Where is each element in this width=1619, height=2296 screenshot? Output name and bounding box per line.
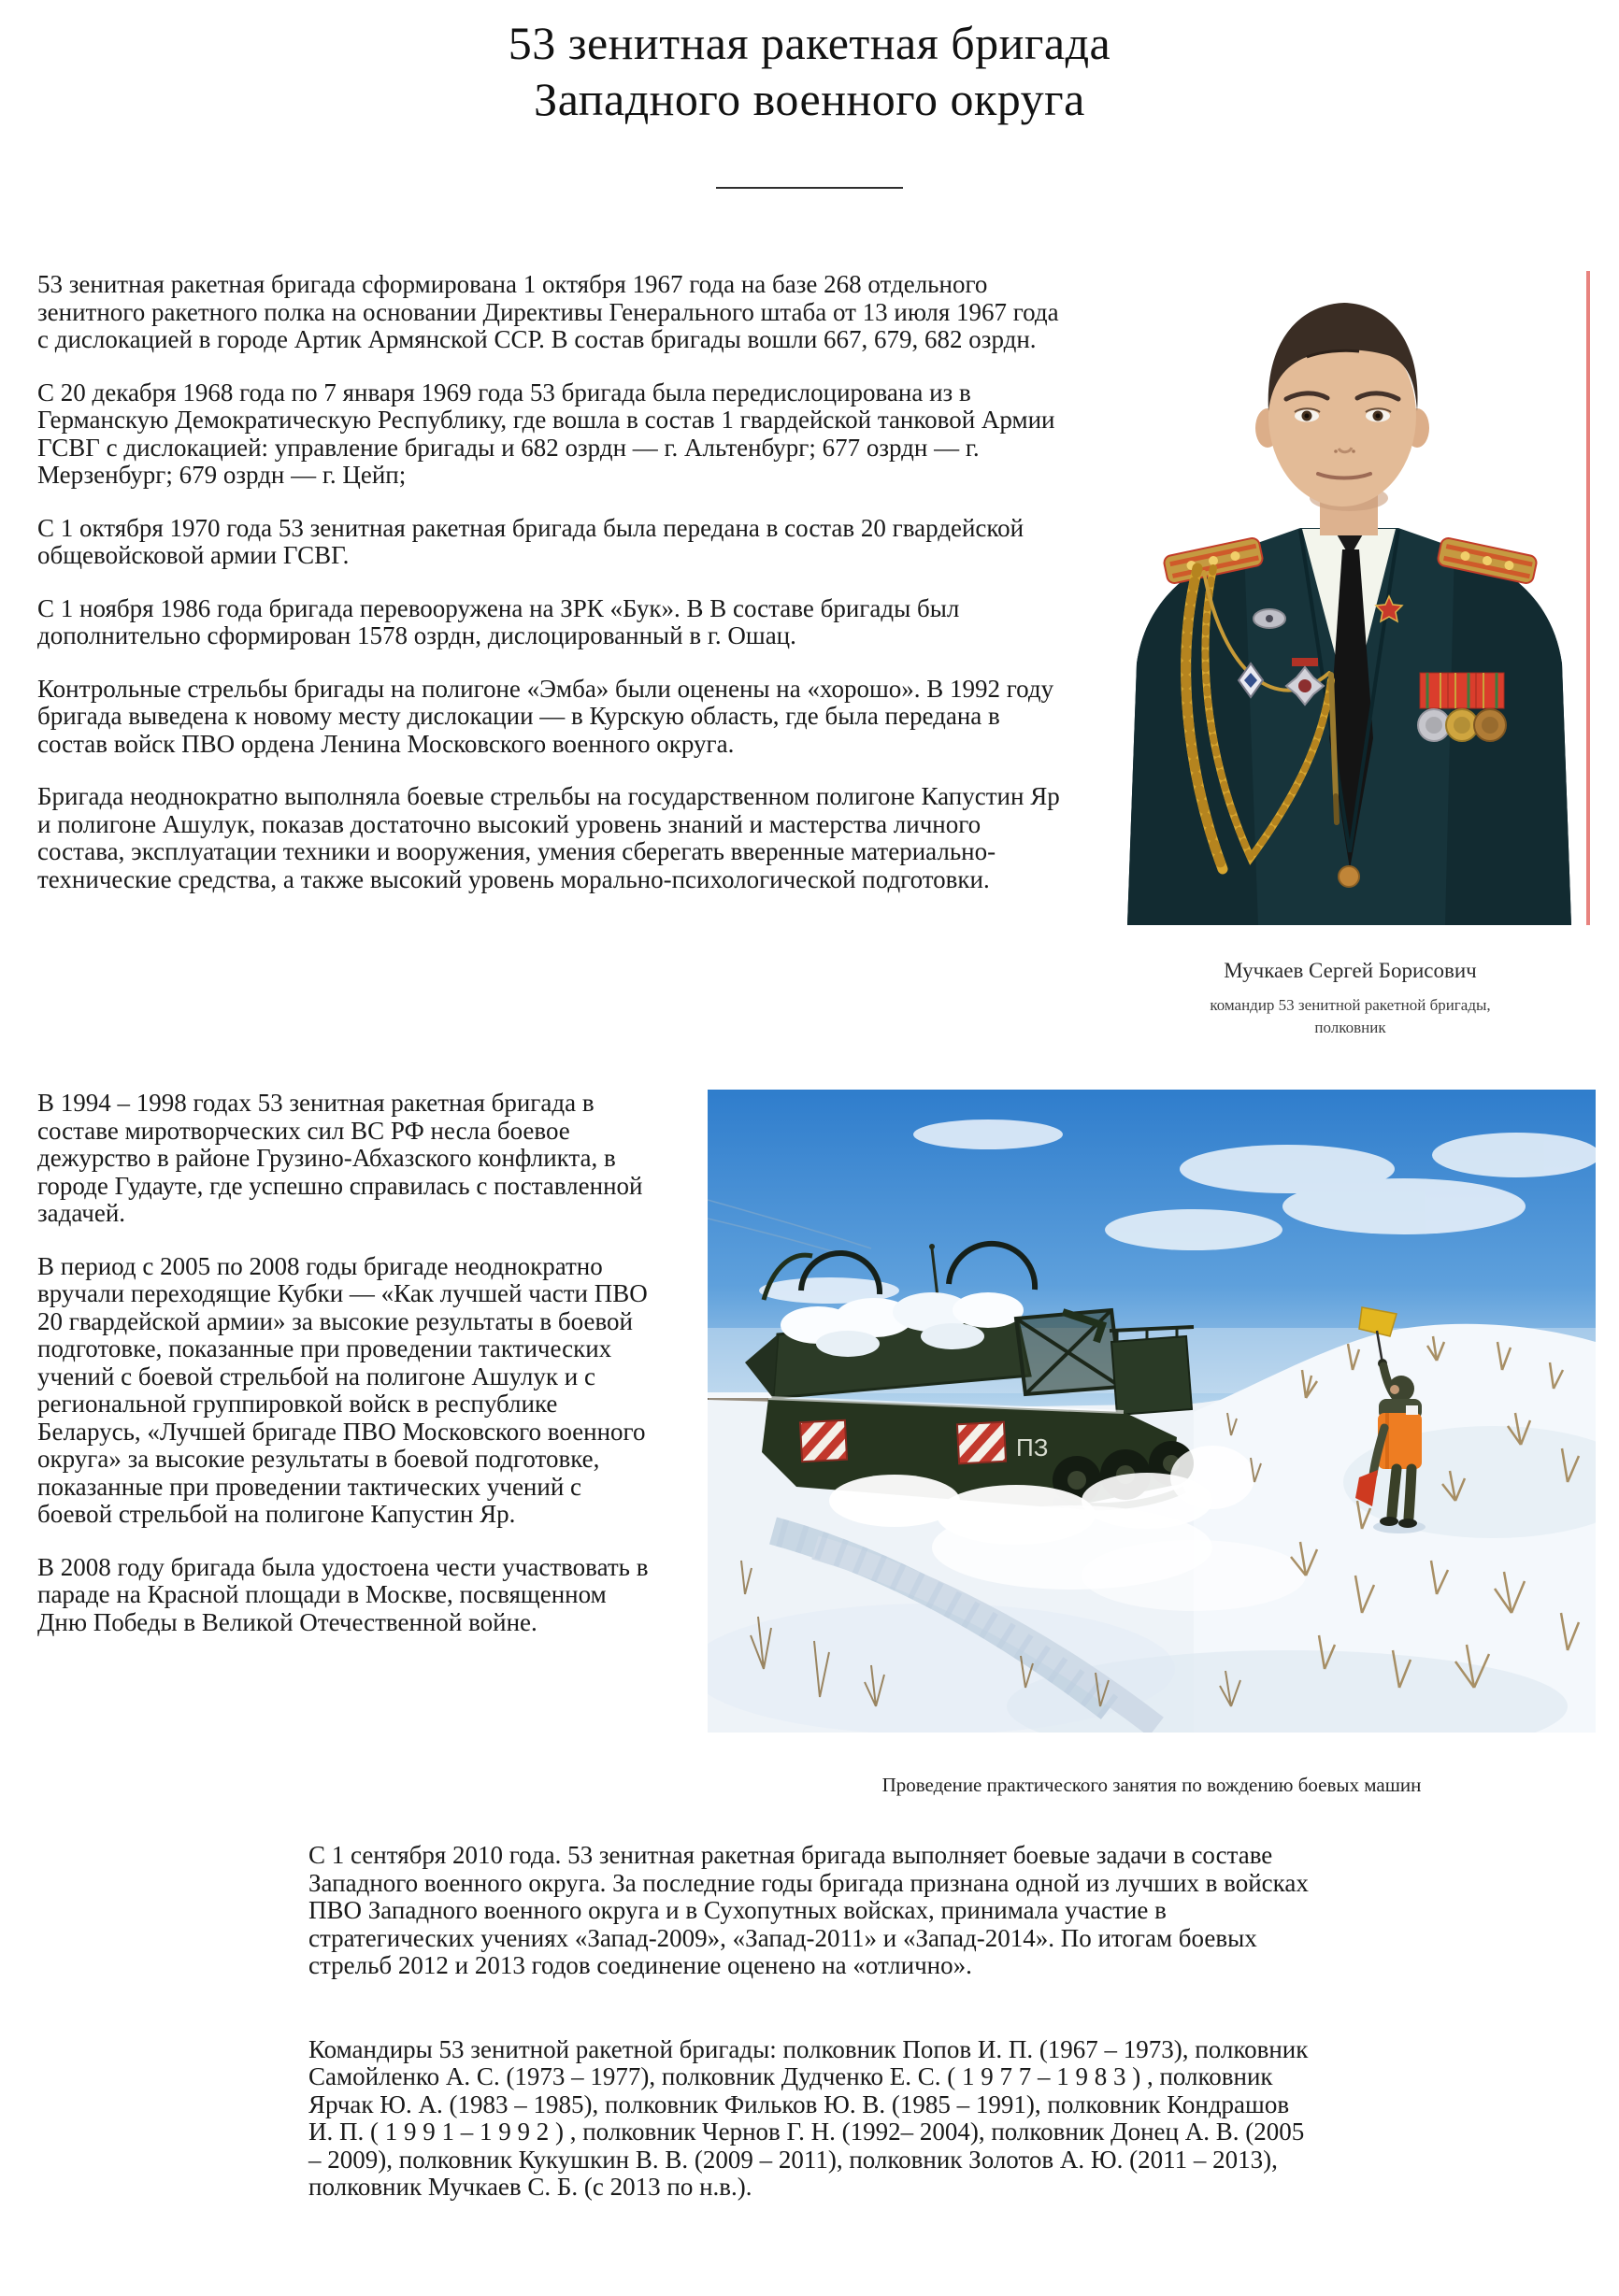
officer-rank: полковник <box>1314 1019 1386 1036</box>
vehicle-marking: ПЗ <box>1016 1433 1049 1462</box>
history-text-column <box>37 271 1070 893</box>
page-title-line2: Западного военного округа <box>534 73 1085 125</box>
commanders-paragraph: Командиры 53 зенитной ракетной бригады: полковник Попов И. П. (1967 – 1973), полковник Самойленко А. С. (1973 – 1977), полковник Дудченко Е. С. ( 1 9 7 7 – 1 9 8 3 ) , полковник Ярчак Ю. А. (1983 – 1985), полковник Фильков Ю. В. (1985 – 1991), полковник Кондрашов И. П. ( 1 9 9 1 – 1 9 9 2 ) , полковник Чернов Г. Н. (1992– 2004), полковник Донец А. В. (2005 – 2009), полковник Кукушкин В. В. (2009 – 2011), полковник Золотов А. Ю. (2011 – 2013), полковник Мучкаев С. Б. (с 2013 по н.в.). <box>308 2034 1309 2201</box>
vehicle-photo <box>708 1090 1596 1733</box>
history-paragraph: Контрольные стрельбы бригады на полигоне «Эмба» были оценены на «хорошо». В 1992 году бригада выведена к новому месту дислокации — в Курскую область, где была передана в состав войск ПВО ордена Ленина Московского военного округа. <box>37 674 1054 758</box>
history-paragraph: С 1 октября 1970 года 53 зенитная ракетная бригада была передана в состав 20 гвардейской общевойсковой армии ГСВГ. <box>37 513 1024 569</box>
history-paragraph: С 1 ноября 1986 года бригада перевооружена на ЗРК «Бук». В В составе бригады был дополнительно сформирован 1578 озрдн, дислоцированный в г. Ошац. <box>37 593 960 649</box>
history-paragraph: Бригада неоднократно выполняла боевые стрельбы на государственном полигоне Капустин Яр и полигоне Ашулук, показав достаточно высокий уровень знаний и мастерства личного состава, эксплуатации техники и вооружения, умения сберегать вверенные материально-технические средства, а также высокий уровень морально-психологической подготовки. <box>37 782 1060 893</box>
modern-section <box>0 1842 1313 2220</box>
officer-role: командир 53 зенитной ракетной бригады, <box>1210 996 1491 1014</box>
jacket-button <box>1339 866 1359 887</box>
history-paragraph: 53 зенитная ракетная бригада сформирована 1 октября 1967 года на базе 268 отдельного зенитного ракетного полка на основании Директивы Генерального штаба от 13 июля 1967 года с дислокацией в городе Артик Армянской ССР. В состав бригады вошли 667, 679, 682 озрдн. <box>37 270 1059 353</box>
peacekeeping-paragraph: В 2008 году бригада была удостоена чести участвовать в параде на Красной площади в Москве, посвященном Дню Победы в Великой Отечественной войне. <box>37 1552 649 1636</box>
vehicle-caption: Проведение практического занятия по вождению боевых машин <box>881 1774 1422 1796</box>
peacekeeping-paragraph: В 1994 – 1998 годах 53 зенитная ракетная бригада в составе миротворческих сил ВС РФ несла боевое дежурство в районе Грузино-Абхазского конфликта, в городе Гудауте, где успешно справилась с поставленной задачей. <box>37 1089 643 1227</box>
flag-edge-line <box>1586 271 1590 925</box>
peacekeeping-section <box>0 1090 1619 1797</box>
page-title-line1: 53 зенитная ракетная бригада <box>508 17 1111 69</box>
officer-portrait-photo <box>1109 271 1592 925</box>
modern-paragraph: С 1 сентября 2010 года. 53 зенитная ракетная бригада выполняет боевые задачи в составе Западного военного округа. За последние годы бригада признана одной из лучших в войсках ПВО Западного военного округа и в Сухопутных войсках, принимала участие в стратегических учениях «Запад-2009», «Запад-2011» и «Запад-2014». По итогам боевых стрельб 2012 и 2013 годов соединение оценено на «отлично». <box>308 1841 1309 1979</box>
vehicle-photo-figure <box>708 1090 1596 1797</box>
medals <box>1418 673 1506 741</box>
armband <box>1406 1405 1418 1415</box>
officer-photo-figure <box>1109 271 1592 1037</box>
history-paragraph: С 20 декабря 1968 года по 7 января 1969 года 53 бригада была передислоцирована из в Германскую Демократическую Республику, где вошла в состав 1 гвардейской танковой Армии ГСВГ с дислокацией: управление бригады и 682 озрдн — г. Альтенбург; 677 озрдн — г. Мерзенбург; 679 озрдн — г. Цейп; <box>37 378 1055 489</box>
title-divider <box>716 187 903 189</box>
peacekeeping-paragraph: В период с 2005 по 2008 годы бригаде неоднократно вручали переходящие Кубки — «Как лучшей части ПВО 20 гвардейской армии» за высокие результаты в боевой подготовке, показанные при проведении тактических учений с боевой стрельбой на полигоне Ашулук и с региональной группировкой войск в республике Беларусь, «Лучшей бригаде ПВО Московского военного округа» за высокие результаты в боевой подготовке, показанные при проведении тактических учений с боевой стрельбой на полигоне Капустин Яр. <box>37 1251 648 1528</box>
officer-name: Мучкаев Сергей Борисович <box>1224 959 1477 982</box>
officer-caption <box>1109 959 1592 1037</box>
peacekeeping-text-column <box>37 1090 659 1636</box>
page-title <box>0 0 1619 127</box>
history-section <box>0 271 1619 1037</box>
